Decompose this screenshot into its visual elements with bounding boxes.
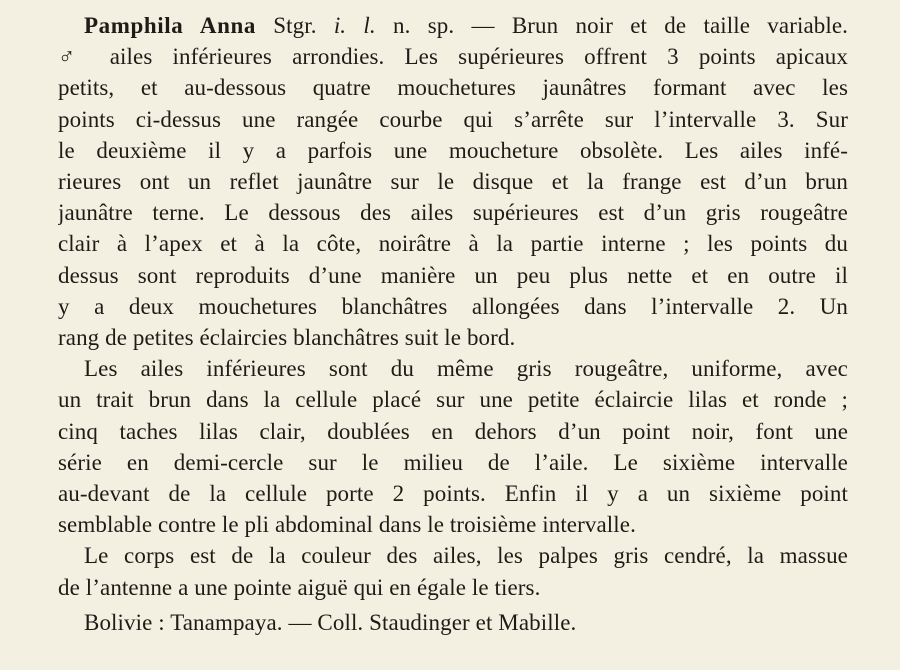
- paragraph-2-line-6: semblable contre le pli abdominal dans le troisième intervalle.: [58, 512, 636, 538]
- author-abbreviation: i. l.: [333, 13, 376, 38]
- paragraph-1-line-1: [58, 10, 848, 41]
- paragraph-1-line-2: ♂ ailes inférieures arrondies. Les supérieures offrent 3 points apicaux: [58, 44, 848, 70]
- paragraph-1-line-10: y a deux mouchetures blanchâtres allongées dans l’intervalle 2. Un: [58, 293, 848, 319]
- paragraph-2-line-2: un trait brun dans la cellule placé sur une petite éclaircie lilas et ronde ;: [58, 387, 848, 413]
- paragraph-1-line-4: points ci-dessus une rangée courbe qui s’arrête sur l’intervalle 3. Sur: [58, 106, 848, 132]
- paragraph-1-line-5: le deuxième il y a parfois une moucheture obsolète. Les ailes infé-: [58, 137, 848, 163]
- paragraph-2-line-3: cinq taches lilas clair, doublées en dehors d’un point noir, font une: [58, 418, 848, 444]
- paragraph-2-line-1: Les ailes inférieures sont du même gris rougeâtre, uniforme, avec: [84, 356, 848, 382]
- paragraph-1-line-6: rieures ont un reflet jaunâtre sur le disque et la frange est d’un brun: [58, 169, 848, 195]
- paragraph-1-line-7: jaunâtre terne. Le dessous des ailes supérieures est d’un gris rougeâtre: [58, 200, 848, 226]
- paragraph-3-line-1: Le corps est de la couleur des ailes, les palpes gris cendré, la massue: [84, 543, 848, 569]
- paragraph-3-line-2: de l’antenne a une pointe aiguë qui en égale le tiers.: [58, 574, 541, 600]
- paragraph-1-line-8: clair à l’apex et à la côte, noirâtre à la partie interne ; les points du: [58, 231, 848, 257]
- locality-line: Bolivie : Tanampaya. — Coll. Staudinger et Mabille.: [84, 609, 577, 635]
- paragraph-1-line-11: rang de petites éclaircies blanchâtres suit le bord.: [58, 325, 516, 351]
- paragraph-2-line-5: au-devant de la cellule porte 2 points. Enfin il y a un sixième point: [58, 481, 848, 507]
- paragraph-1-line-3: petits, et au-dessous quatre mouchetures jaunâtres formant avec les: [58, 75, 848, 101]
- description-start: n. sp. — Brun noir et de taille variable.: [375, 13, 848, 38]
- paragraph-2-line-4: série en demi-cercle sur le milieu de l’aile. Le sixième intervalle: [58, 449, 848, 475]
- author-name: Stgr.: [255, 13, 334, 38]
- paragraph-1-line-9: dessus sont reproduits d’une manière un peu plus nette et en outre il: [58, 262, 848, 288]
- species-name: Pamphila Anna: [84, 13, 256, 38]
